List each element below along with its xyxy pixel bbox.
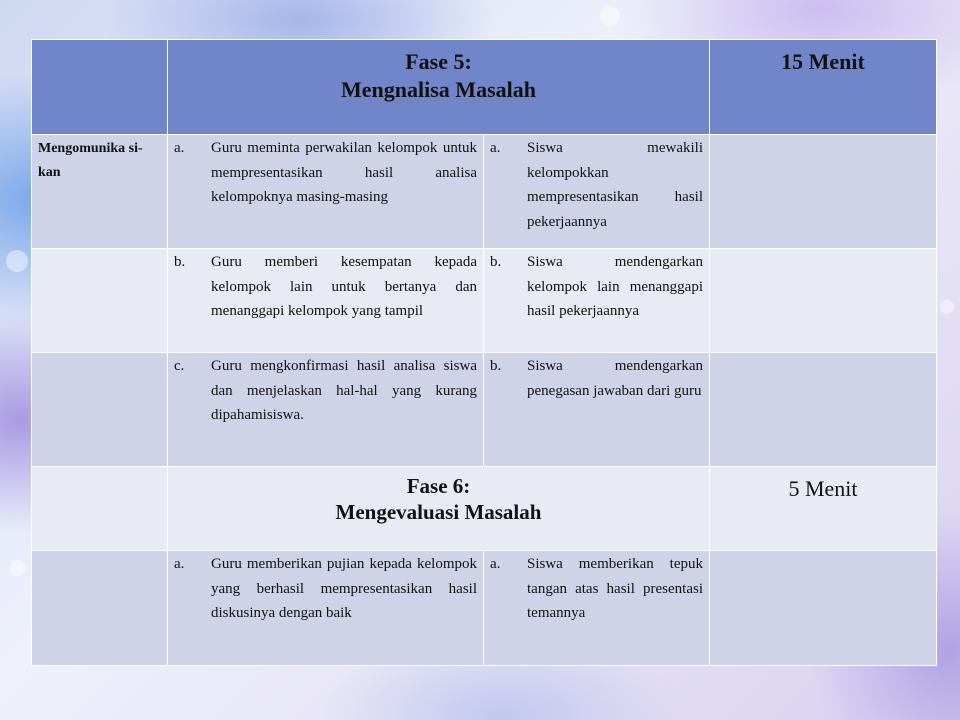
guru-activity-cell (168, 551, 484, 666)
background-bubble (6, 250, 28, 272)
list-marker: a. (490, 140, 501, 156)
background-bubble (600, 6, 620, 26)
fase5-duration: 15 Menit (710, 40, 937, 135)
table-row (32, 135, 937, 249)
list-marker: a. (174, 556, 185, 572)
siswa-activity-cell (484, 249, 710, 353)
guru-activity-cell (168, 249, 484, 353)
guru-activity-cell (168, 135, 484, 249)
fase6-header-row (32, 467, 937, 551)
empty-cell (32, 551, 168, 666)
empty-cell (32, 249, 168, 353)
fase5-title (168, 40, 710, 135)
guru-activity-text: Guru meminta perwakilan kelompok untuk mempresentasikan hasil analisa kelompoknya masing-masing (211, 140, 477, 205)
empty-cell (710, 353, 937, 467)
siswa-activity-text: Siswa mendengarkan kelompok lain menanggapi hasil pekerjaannya (527, 254, 703, 319)
list-marker: a. (174, 140, 185, 156)
list-marker: c. (174, 358, 185, 374)
background-bubble (10, 560, 26, 576)
siswa-activity-cell (484, 551, 710, 666)
list-marker: b. (490, 254, 502, 270)
empty-cell (710, 249, 937, 353)
guru-activity-text: Guru memberi kesempatan kepada kelompok lain untuk bertanya dan menanggapi kelompok yang tampil (211, 254, 477, 319)
list-marker: b. (490, 358, 502, 374)
siswa-activity-text: Siswa mewakili kelompokkan mempresentasikan hasil pekerjaannya (527, 140, 703, 230)
table-row (32, 353, 937, 467)
guru-activity-text: Guru mengkonfirmasi hasil analisa siswa dan menjelaskan hal-hal yang kurang dipahamisiswa. (211, 358, 477, 423)
list-marker: b. (174, 254, 186, 270)
empty-cell (32, 40, 168, 135)
fase6-title (168, 467, 710, 551)
fase6-title-line2: Mengevaluasi Masalah (335, 500, 542, 524)
fase6-duration: 5 Menit (710, 467, 937, 551)
siswa-activity-cell (484, 135, 710, 249)
empty-cell (32, 467, 168, 551)
empty-cell (32, 353, 168, 467)
empty-cell (710, 551, 937, 666)
fase6-title-line1: Fase 6: (406, 474, 471, 498)
table-row (32, 249, 937, 353)
guru-activity-cell (168, 353, 484, 467)
siswa-activity-text: Siswa mendengarkan penegasan jawaban dari guru (527, 358, 703, 399)
fase5-title-line2: Mengnalisa Masalah (341, 77, 536, 102)
empty-cell (710, 135, 937, 249)
fase5-title-line1: Fase 5: (405, 49, 472, 74)
background-bubble (940, 300, 954, 314)
guru-activity-text: Guru memberikan pujian kepada kelompok yang berhasil mempresentasikan hasil diskusinya dengan baik (211, 556, 477, 621)
siswa-activity-cell (484, 353, 710, 467)
lesson-plan-table (31, 39, 937, 666)
list-marker: a. (490, 556, 501, 572)
fase5-header-row (32, 40, 937, 135)
table-row (32, 551, 937, 666)
siswa-activity-text: Siswa memberikan tepuk tangan atas hasil presentasi temannya (527, 556, 703, 621)
stage-label: Mengomunika si-kan (32, 135, 168, 249)
